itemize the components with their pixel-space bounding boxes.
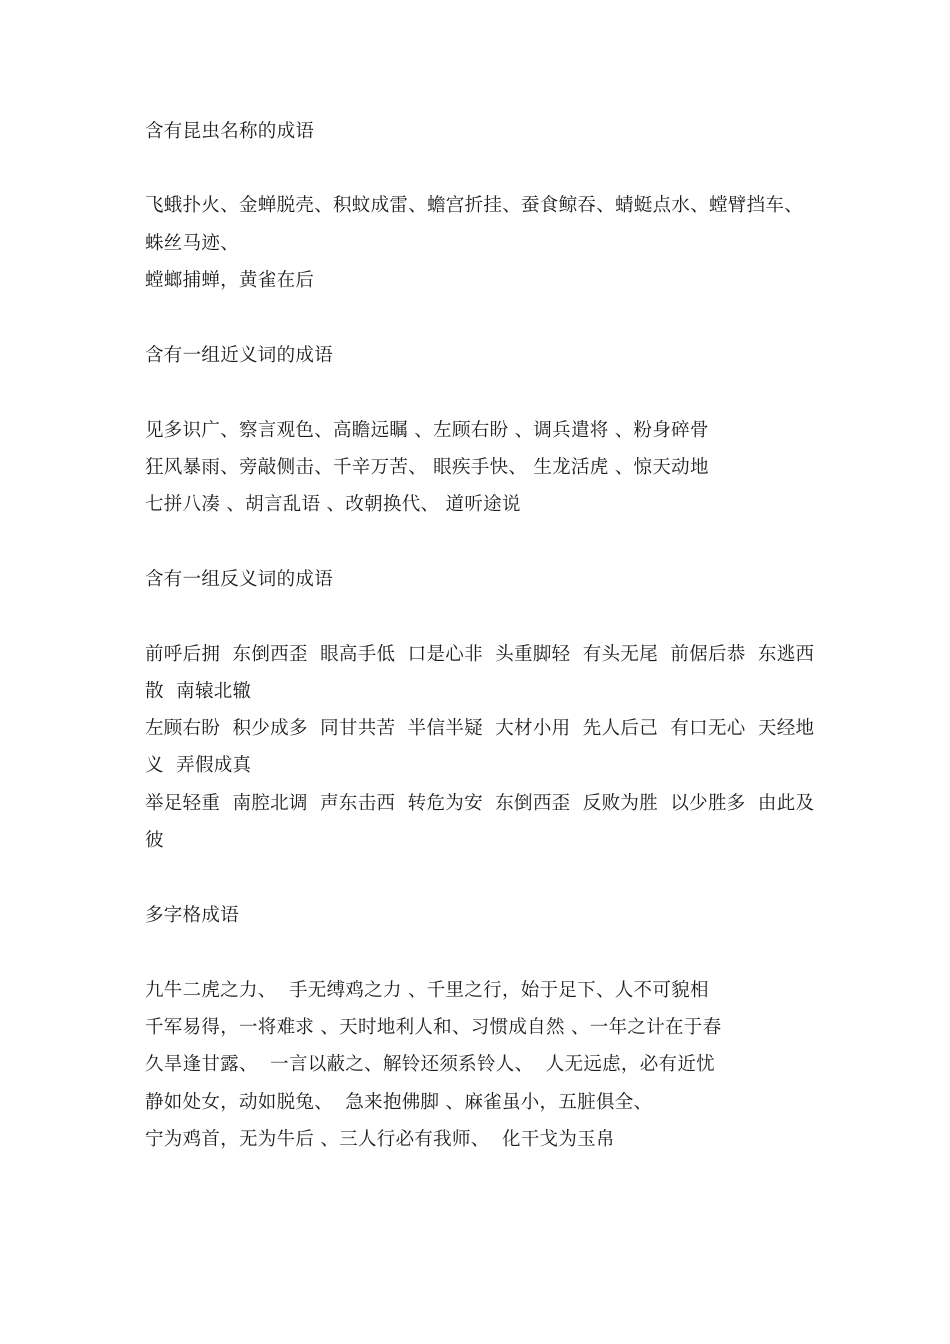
text-line: 蛛丝马迹、 <box>145 233 240 254</box>
text-line: 千军易得，一将难求 、天时地利人和、习惯成自然 、一年之计在于春 <box>145 1017 722 1038</box>
text-line: 举足轻重 南腔北调 声东击西 转危为安 东倒西歪 反败为胜 以少胜多 由此及 <box>145 793 815 814</box>
text-line: 前呼后拥 东倒西歪 眼高手低 口是心非 头重脚轻 有头无尾 前倨后恭 东逃西 <box>145 644 815 665</box>
text-line: 义 弄假成真 <box>145 755 252 776</box>
text-line: 狂风暴雨、旁敲侧击、千辛万苦、 眼疾手快、 生龙活虎 、惊天动地 <box>145 457 709 478</box>
text-line: 静如处女，动如脱兔、 急来抱佛脚 、麻雀虽小，五脏俱全、 <box>145 1092 653 1113</box>
text-line: 彼 <box>145 830 164 851</box>
section-heading: 多字格成语 <box>145 905 240 926</box>
text-line: 散 南辕北辙 <box>145 681 252 702</box>
text-line: 螳螂捕蝉，黄雀在后 <box>145 270 315 291</box>
text-line: 飞蛾扑火、金蝉脱壳、积蚊成雷、蟾宫折挂、蚕食鲸吞、蜻蜓点水、螳臂挡车、 <box>145 195 804 216</box>
text-line: 宁为鸡首，无为牛后 、三人行必有我师、 化干戈为玉帛 <box>145 1129 615 1150</box>
section-heading: 含有一组近义词的成语 <box>145 345 334 366</box>
text-line: 左顾右盼 积少成多 同甘共苦 半信半疑 大材小用 先人后己 有口无心 天经地 <box>145 718 815 739</box>
text-line: 七拼八凑 、胡言乱语 、改朝换代、 道听途说 <box>145 494 521 515</box>
section-heading: 含有昆虫名称的成语 <box>145 121 315 142</box>
text-line: 久旱逢甘露、 一言以蔽之、解铃还须系铃人、 人无远虑，必有近忧 <box>145 1054 715 1075</box>
text-line: 九牛二虎之力、 手无缚鸡之力 、千里之行，始于足下、人不可貌相 <box>145 980 709 1001</box>
section-heading: 含有一组反义词的成语 <box>145 569 334 590</box>
text-line: 见多识广、察言观色、高瞻远瞩 、左顾右盼 、调兵遣将 、粉身碎骨 <box>145 420 709 441</box>
